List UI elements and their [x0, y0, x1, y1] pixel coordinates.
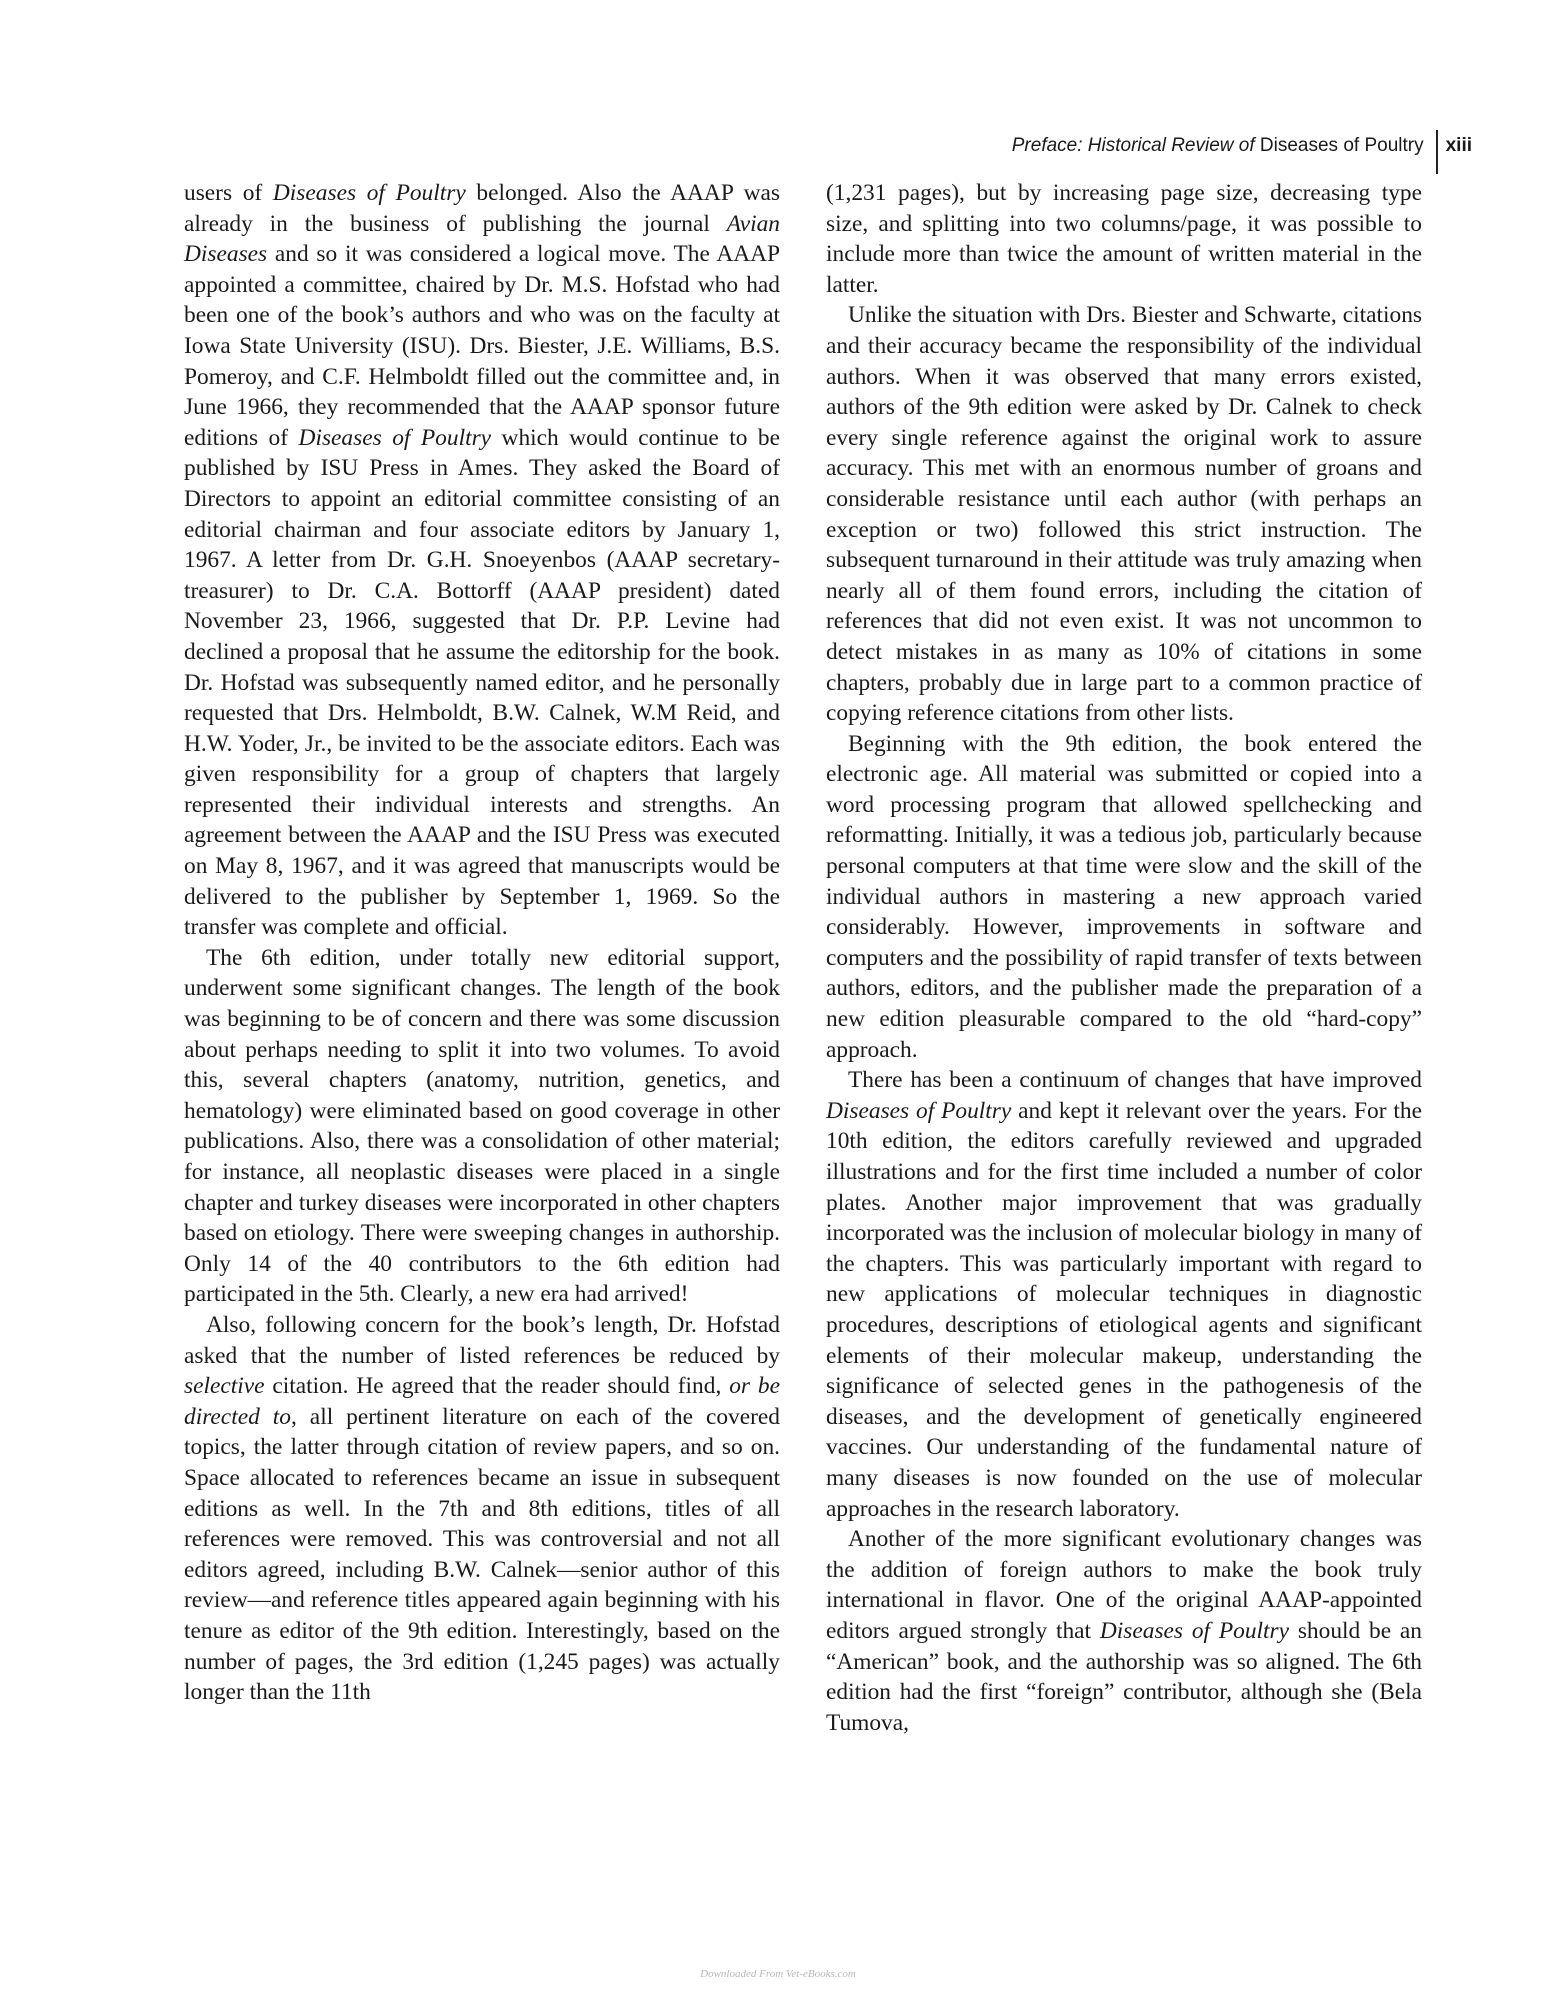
text-run: Another of the more significant evolutionary changes was the addition of foreign authors to make the book truly international in flavor. One of the original AAAP-appointed editors argued strongly that [826, 1526, 1422, 1644]
text-run: citation. He agreed that the reader should find, [264, 1373, 730, 1400]
left-column [184, 178, 780, 1708]
header-prefix: Preface: Historical Review of [1011, 135, 1255, 156]
italic-text: selective [184, 1373, 265, 1400]
paragraph [184, 943, 780, 1310]
text-run: and kept it relevant over the years. For the 10th edition, the editors carefully reviewed and upgraded illustrations and for the first time included a number of color plates. Another major improvement that was gradually incorporated was the inclusion of molecular biology in many of the chapters. This was particularly important with regard to new applications of molecular techniques in diagnostic procedures, descriptions of etiological agents and significant elements of their molecular makeup, understanding the significance of selected genes in the pathogenesis of the diseases, and the development of genetically engineered vaccines. Our understanding of the fundamental nature of many diseases is now founded on the use of molecular approaches in the research laboratory. [826, 1097, 1422, 1522]
paragraph [826, 729, 1422, 1066]
paragraph [184, 1310, 780, 1708]
paragraph [826, 178, 1422, 300]
text-run: belonged. Also the AAAP was already in the business of publishing the journal [184, 180, 780, 237]
text-run: (1,231 pages), but by increasing page size, decreasing type size, and splitting into two columns/page, it was possible to include more than twice the amount of written material in the latter. [826, 180, 1422, 298]
italic-text: Diseases of Poultry [1099, 1617, 1290, 1644]
paragraph [826, 300, 1422, 728]
page-number: xiii [1445, 135, 1472, 156]
text-run: Also, following concern for the book’s length, Dr. Hofstad asked that the number of listed references be reduced by [184, 1311, 780, 1369]
text-run: should be an “American” book, and the authorship was so aligned. The 6th edition had the first “foreign” contributor, although she (Bela Tumova, [826, 1617, 1422, 1736]
text-run: which would continue to be published by ISU Press in Ames. They asked the Board of Directors to appoint an editorial committee consisting of an editorial chairman and four associate editors by January 1, 1967. A letter from Dr. G.H. Snoeyenbos (AAAP secretary-treasurer) to Dr. C.A. Bottorff (AAAP president) dated November 23, 1966, suggested that Dr. P.P. Levine had declined a proposal that he assume the editorship for the book. Dr. Hofstad was subsequently named editor, and he personally requested that Drs. Helmboldt, B.W. Calnek, W.M Reid, and H.W. Yoder, Jr., be invited to be the associate editors. Each was given responsibility for a group of chapters that largely represented their individual interests and strengths. An agreement between the AAAP and the ISU Press was executed on May 8, 1967, and it was agreed that manuscripts would be delivered to the publisher by September 1, 1969. So the transfer was complete and official. [184, 424, 780, 941]
text-run: , all pertinent literature on each of the covered topics, the latter through citation of review papers, and so on. Space allocated to references became an issue in subsequent editions as well. In the 7th and 8th editions, titles of all references were removed. This was controversial and not all editors agreed, including B.W. Calnek—senior author of this review—and reference titles appeared again beginning with his tenure as editor of the 9th edition. Interestingly, based on the number of pages, the 3rd edition (1,245 pages) was actually longer than the 11th [184, 1403, 781, 1706]
text-run: Beginning with the 9th edition, the book entered the electronic age. All material was submitted or copied into a word processing program that allowed spellchecking and reformatting. Initially, it was a tedious job, particularly because personal computers at that time were slow and the skill of the individual authors in mastering a new approach varied considerably. However, improvements in software and computers and the possibility of rapid transfer of texts between authors, editors, and the publisher made the preparation of a new edition pleasurable compared to the old “hard-copy” approach. [826, 730, 1422, 1063]
text-run: users of [184, 180, 273, 206]
running-header [1012, 124, 1472, 168]
italic-text: or be directed to [184, 1373, 780, 1430]
italic-text: Avian Diseases [184, 210, 780, 268]
text-run: Unlike the situation with Drs. Biester and Schwarte, citations and their accuracy became the responsibility of the individual authors. When it was observed that many errors existed, authors of the 9th edition were asked by Dr. Calnek to check every single reference against the original work to assure accuracy. This met with an enormous number of groans and considerable resistance until each author (with perhaps an exception or two) followed this strict instruction. The subsequent turnaround in their attitude was truly amazing when nearly all of them found errors, including the citation of references that did not even exist. It was not uncommon to detect mistakes in as many as 10% of citations in some chapters, probably due in large part to a common practice of copying reference citations from other lists. [826, 302, 1422, 727]
italic-text: Diseases of Poultry [272, 180, 466, 206]
header-book-title: Diseases of Poultry [1259, 135, 1424, 156]
text-run: The 6th edition, under totally new editorial support, underwent some significant changes. The length of the book was beginning to be of concern and there was some discussion about perhaps needing to split it into two volumes. To avoid this, several chapters (anatomy, nutrition, genetics, and hematology) were eliminated based on good coverage in other publications. Also, there was a consolidation of other material; for instance, all neoplastic diseases were placed in a single chapter and turkey diseases were incorporated in other chapters based on etiology. There were sweeping changes in authorship. Only 14 of the 40 contributors to the 6th edition had participated in the 5th. Clearly, a new era had arrived! [184, 944, 780, 1308]
text-run: There has been a continuum of changes that have improved [848, 1067, 1422, 1094]
paragraph [826, 1524, 1422, 1738]
right-column [826, 178, 1422, 1738]
paragraph [826, 1065, 1422, 1524]
paragraph [184, 178, 780, 943]
italic-text: Diseases of Poultry [826, 1097, 1012, 1124]
italic-text: Diseases of Poultry [298, 424, 492, 451]
text-run: and so it was considered a logical move. The AAAP appointed a committee, chaired by Dr. M.S. Hofstad who had been one of the book’s authors and who was on the faculty at Iowa State University (ISU). Drs. Biester, J.E. Williams, B.S. Pomeroy, and C.F. Helmboldt filled out the committee and, in June 1966, they recommended that the AAAP sponsor future editions of [184, 241, 780, 451]
header-divider [1436, 130, 1438, 174]
footer-watermark: Downloaded From Vet-eBooks.com [700, 1968, 856, 1980]
